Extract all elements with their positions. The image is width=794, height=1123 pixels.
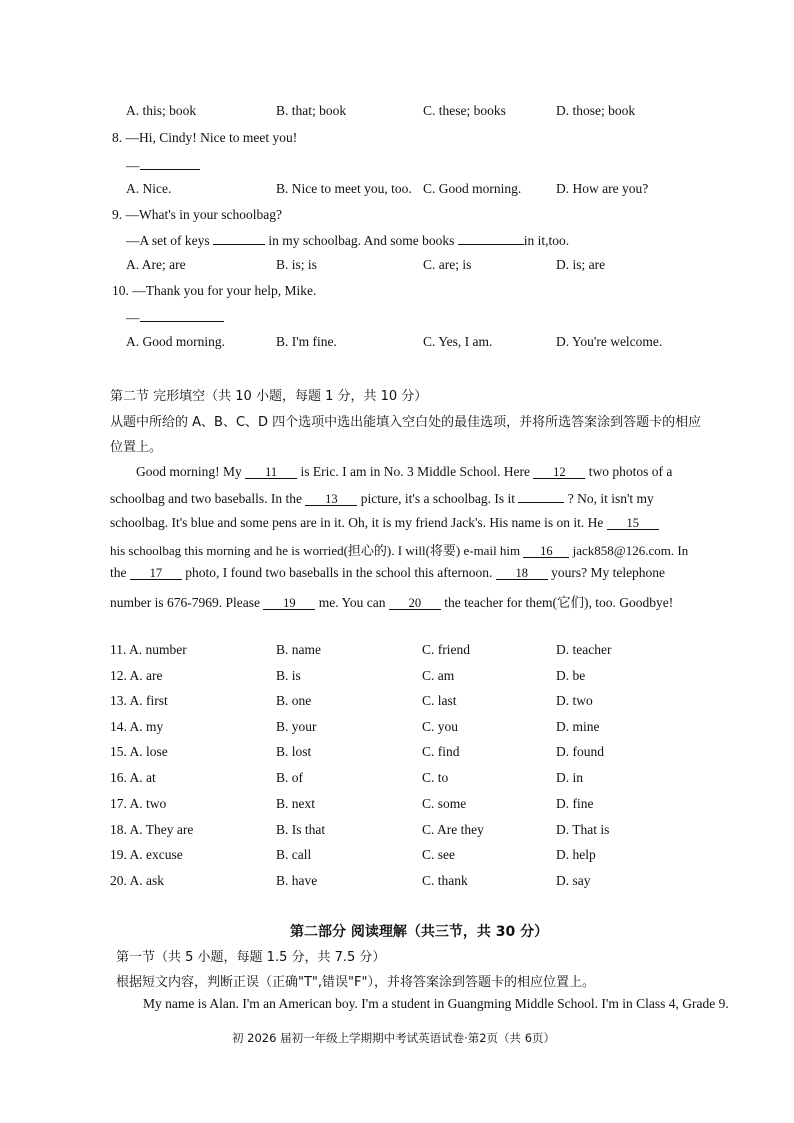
part2-subsection: 第一节（共 5 小题，每题 1.5 分，共 7.5 分） [116, 950, 386, 965]
blank-19: 19 [263, 597, 315, 610]
option-a: A. first [129, 693, 168, 708]
option-a: A. excuse [129, 847, 183, 862]
q9-blank-1 [213, 232, 265, 245]
cloze-row-18 [110, 822, 193, 838]
q9-blank-2 [458, 232, 524, 245]
cloze-row-17 [110, 796, 166, 812]
passage-text: number is 676-7969. Please [110, 595, 260, 610]
q8-option-b: B. Nice to meet you, too. [276, 181, 412, 196]
blank-12: 12 [533, 466, 585, 479]
blank-17: 17 [130, 567, 182, 580]
passage-text: his schoolbag this morning and he is worried(担心的). I will(将要) e-mail him [110, 543, 521, 558]
q10-reply [126, 309, 224, 326]
option-d: D. mine [556, 719, 600, 734]
q10-option-d: D. You're welcome. [556, 334, 663, 349]
option-c: C. find [422, 744, 460, 759]
passage-text: picture, it's a schoolbag. Is it [360, 491, 515, 506]
q10-blank [140, 309, 224, 322]
passage-line-6 [110, 591, 710, 611]
section2-title: 第二节 完形填空（共 10 小题，每题 1 分，共 10 分） [110, 389, 428, 404]
option-d: D. two [556, 693, 593, 708]
q10-option-b: B. I'm fine. [276, 334, 337, 349]
option-b: B. call [276, 847, 312, 862]
cloze-row-15 [110, 744, 168, 760]
option-c: C. am [422, 668, 455, 683]
option-d: D. That is [556, 822, 610, 837]
cloze-row-14 [110, 719, 163, 735]
option-c: C. see [422, 847, 455, 862]
option-b: B. name [276, 642, 321, 657]
question-number: 13. [110, 693, 127, 708]
passage-text: two photos of a [588, 464, 673, 479]
passage-text: schoolbag. It's blue and some pens are in it. Oh, it is my friend Jack's. His name is on it. He [110, 515, 604, 530]
part2-title: 第二部分 阅读理解（共三节，共 30 分） [290, 924, 549, 940]
cloze-row-13 [110, 693, 168, 709]
question-number: 12. [110, 668, 127, 683]
option-b: B. Is that [276, 822, 326, 837]
option-b: B. of [276, 770, 303, 785]
option-a: A. They are [129, 822, 194, 837]
q9-line2 [126, 232, 569, 249]
part2-instruction: 根据短文内容，判断正误（正确"T",错误"F"），并将答案涂到答题卡的相应位置上。 [116, 975, 595, 990]
cloze-row-19 [110, 847, 183, 863]
passage-text: the [110, 565, 127, 580]
q8-option-a: A. Nice. [126, 181, 172, 196]
q9-text-a: —A set of keys [126, 233, 210, 248]
option-c: C. to [422, 770, 449, 785]
option-b: B. lost [276, 744, 312, 759]
question-number: 20. [110, 873, 127, 888]
blank-15: 15 [607, 517, 659, 530]
passage-line-3 [110, 515, 710, 531]
q9-option-a: A. Are; are [126, 257, 186, 272]
reading-passage-first-line: My name is Alan. I'm an American boy. I'm a student in Guangming Middle School. I'm in Class 4, Grade 9. [143, 996, 729, 1011]
passage-text: Good morning! My [136, 464, 242, 479]
option-a: A. lose [129, 744, 168, 759]
question-number: 19. [110, 847, 127, 862]
option-b: B. your [276, 719, 317, 734]
q7-option-a: A. this; book [126, 103, 197, 118]
q10-stem: 10. —Thank you for your help, Mike. [112, 283, 317, 298]
option-c: C. Are they [422, 822, 484, 837]
section2-instruction-line2: 位置上。 [110, 440, 163, 455]
option-c: C. last [422, 693, 457, 708]
option-c: C. friend [422, 642, 470, 657]
option-b: B. next [276, 796, 315, 811]
passage-text: me. You can [318, 595, 386, 610]
option-d: D. fine [556, 796, 594, 811]
option-a: A. number [129, 642, 187, 657]
q9-option-d: D. is; are [556, 257, 606, 272]
cloze-row-20 [110, 873, 164, 889]
page-footer: 初 2026 届初一年级上学期期中考试英语试卷·第2页（共 6页） [232, 1031, 556, 1045]
option-a: A. my [129, 719, 164, 734]
option-a: A. ask [129, 873, 165, 888]
passage-text: photo, I found two baseballs in the school this afternoon. [185, 565, 493, 580]
section2-instruction-line1: 从题中所给的 A、B、C、D 四个选项中选出能填入空白处的最佳选项，并将所选答案涂到答题卡的相应 [110, 415, 702, 430]
question-number: 11. [110, 642, 127, 657]
passage-line-5 [110, 565, 710, 581]
q8-option-c: C. Good morning. [423, 181, 522, 196]
q7-option-c: C. these; books [423, 103, 506, 118]
option-c: C. some [422, 796, 467, 811]
q8-option-d: D. How are you? [556, 181, 649, 196]
option-d: D. say [556, 873, 591, 888]
option-b: B. is [276, 668, 301, 683]
option-d: D. in [556, 770, 583, 785]
question-number: 18. [110, 822, 127, 837]
cloze-row-12 [110, 668, 163, 684]
passage-text: yours? My telephone [551, 565, 666, 580]
question-number: 17. [110, 796, 127, 811]
option-a: A. two [129, 796, 167, 811]
option-c: C. you [422, 719, 459, 734]
passage-text: the teacher for them(它们), too. Goodbye! [444, 595, 674, 610]
option-b: B. have [276, 873, 318, 888]
passage-line-2 [110, 490, 710, 507]
option-b: B. one [276, 693, 312, 708]
option-d: D. help [556, 847, 596, 862]
q10-dash: — [126, 310, 140, 325]
passage-text: ? No, it isn't my [567, 491, 654, 506]
option-c: C. thank [422, 873, 468, 888]
blank-13: 13 [305, 493, 357, 506]
option-a: A. at [129, 770, 156, 785]
passage-text: jack858@126.com. In [572, 543, 689, 558]
q8-blank [140, 157, 200, 170]
question-number: 14. [110, 719, 127, 734]
blank-18: 18 [496, 567, 548, 580]
passage-line-1 [136, 464, 736, 480]
passage-text: schoolbag and two baseballs. In the [110, 491, 302, 506]
passage-text: is Eric. I am in No. 3 Middle School. Here [300, 464, 530, 479]
q8-dash: — [126, 158, 140, 173]
question-number: 15. [110, 744, 127, 759]
q7-option-d: D. those; book [556, 103, 636, 118]
cloze-row-16 [110, 770, 156, 786]
option-a: A. are [129, 668, 163, 683]
cloze-row-11 [110, 642, 187, 658]
blank-11: 11 [245, 466, 297, 479]
passage-line-4 [110, 540, 710, 559]
blank-16: 16 [523, 545, 569, 558]
option-d: D. found [556, 744, 604, 759]
option-d: D. be [556, 668, 586, 683]
q9-text-b: in my schoolbag. And some books [268, 233, 455, 248]
q7-option-b: B. that; book [276, 103, 347, 118]
q8-reply [126, 157, 200, 174]
q9-option-c: C. are; is [423, 257, 472, 272]
blank-20: 20 [389, 597, 441, 610]
option-d: D. teacher [556, 642, 612, 657]
q9-option-b: B. is; is [276, 257, 317, 272]
blank-14 [518, 490, 564, 503]
q10-option-c: C. Yes, I am. [423, 334, 493, 349]
q9-stem: 9. —What's in your schoolbag? [112, 207, 283, 222]
q8-stem: 8. —Hi, Cindy! Nice to meet you! [112, 130, 298, 145]
question-number: 16. [110, 770, 127, 785]
q10-option-a: A. Good morning. [126, 334, 225, 349]
q9-text-c: in it,too. [523, 233, 570, 248]
